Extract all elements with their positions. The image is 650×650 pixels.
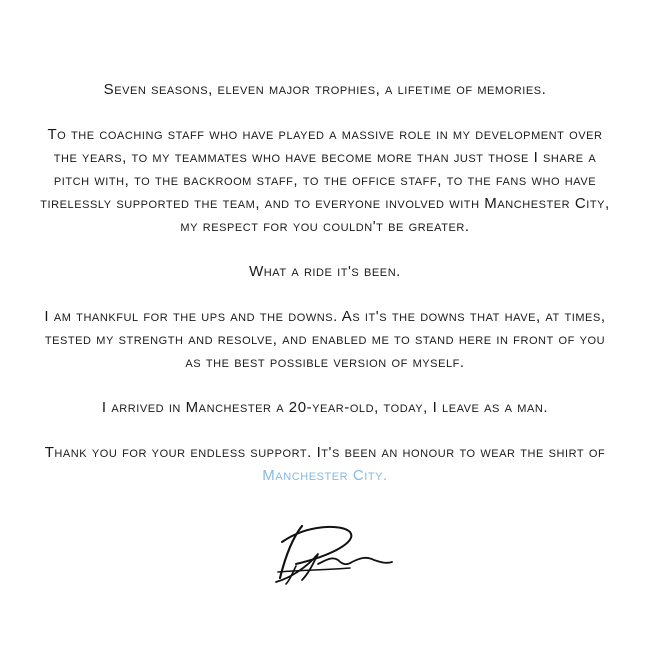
paragraph-ups-downs	[0, 305, 650, 374]
letter-line: To the coaching staff who have played a massive role in my development over	[47, 126, 603, 143]
letter-line: tirelessly supported the team, and to everyone involved with Manchester City,	[40, 195, 610, 212]
letter-line: I am thankful for the ups and the downs. As it's the downs that have, at times,	[44, 308, 606, 325]
letter-line: I arrived in Manchester a 20-year-old, today, I leave as a man.	[101, 399, 549, 416]
paragraph-arrival	[0, 396, 650, 419]
paragraph-thanks-staff	[0, 123, 650, 238]
manchester-city-highlight: Manchester City.	[262, 467, 388, 484]
farewell-letter	[0, 78, 650, 509]
letter-line: my respect for you couldn't be greater.	[180, 218, 470, 235]
signature-icon	[272, 520, 396, 588]
paragraph-opening	[0, 78, 650, 101]
letter-line: Seven seasons, eleven major trophies, a lifetime of memories.	[103, 81, 547, 98]
letter-line: tested my strength and resolve, and enabled me to stand here in front of you	[44, 331, 606, 348]
letter-line: What a ride it's been.	[249, 263, 401, 280]
letter-line: pitch with, to the backroom staff, to the office staff, to the fans who have	[53, 172, 597, 189]
letter-line: as the best possible version of myself.	[185, 354, 465, 371]
paragraph-ride	[0, 260, 650, 283]
paragraph-closing	[0, 441, 650, 487]
letter-line: the years, to my teammates who have become more than just those I share a	[53, 149, 597, 166]
letter-line: Thank you for your endless support. It's been an honour to wear the shirt of	[44, 444, 606, 461]
